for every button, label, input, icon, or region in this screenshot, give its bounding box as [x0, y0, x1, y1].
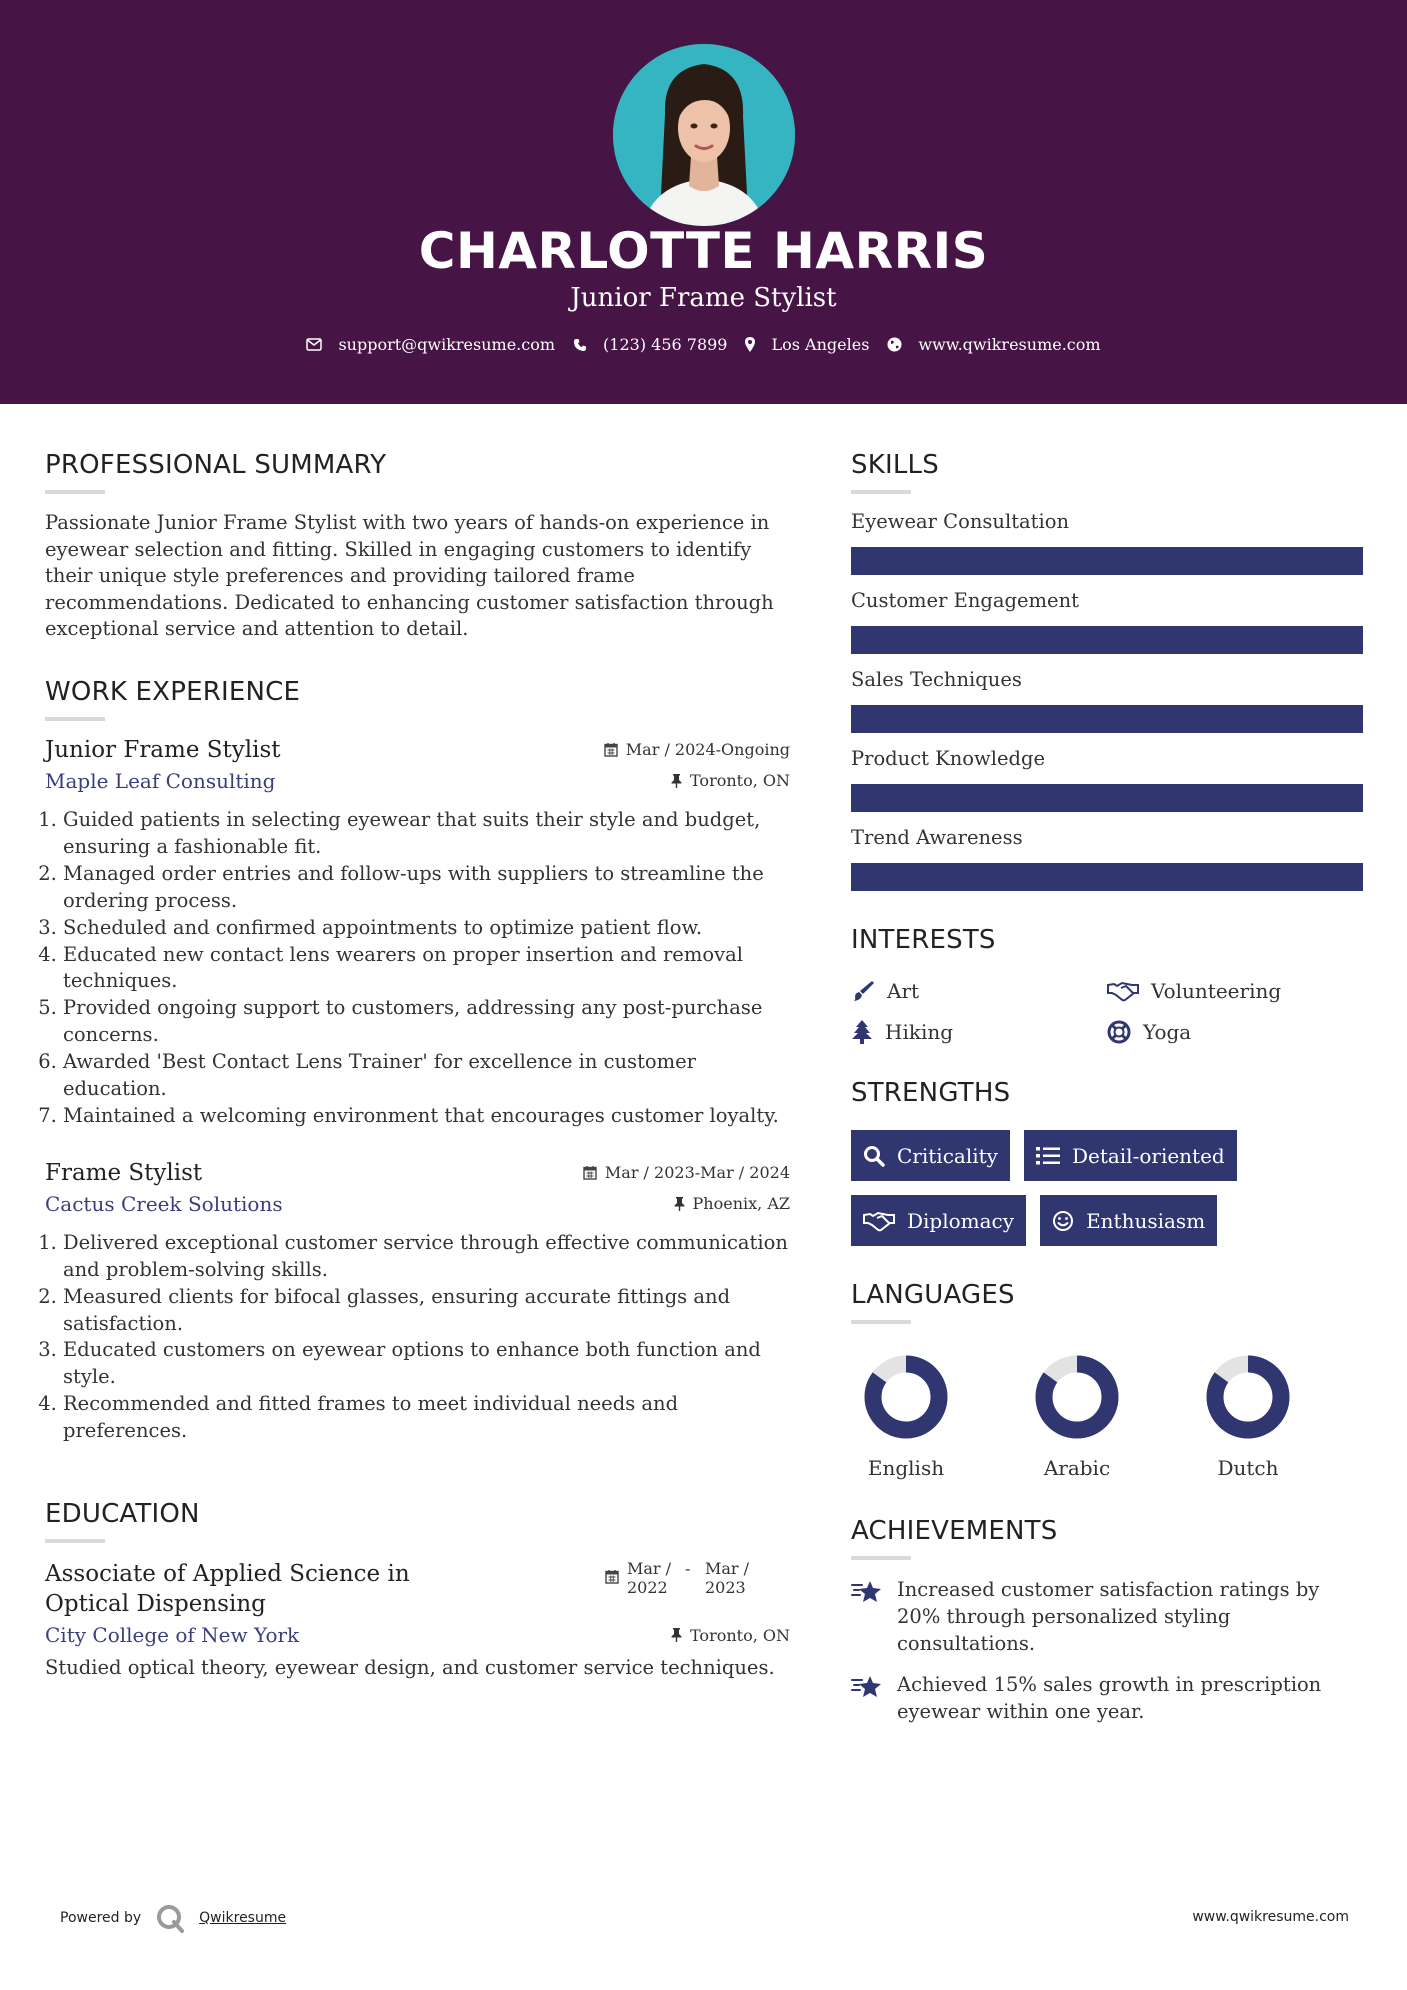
pushpin-icon [671, 1628, 682, 1642]
handshake-icon [1107, 980, 1139, 1002]
contact-location [745, 335, 869, 354]
handshake-icon [863, 1210, 895, 1232]
shooting-star-icon [851, 1674, 883, 1700]
powered-by-label: Powered by [60, 1910, 142, 1926]
skill-item [851, 826, 1363, 891]
right-column [851, 450, 1363, 1725]
interest-label: Art [887, 979, 920, 1003]
languages-heading: LANGUAGES [851, 1280, 1015, 1310]
list-item: 1. Delivered exceptional customer service through effective communication and problem-solving skills. [63, 1230, 790, 1284]
education-dates: Mar / 2022 - Mar / 2023 [605, 1559, 790, 1619]
education-start-month: Mar / [627, 1559, 672, 1579]
job-title: Frame Stylist [45, 1159, 203, 1186]
interests-heading: INTERESTS [851, 925, 996, 955]
brand-link[interactable]: Qwikresume [199, 1910, 287, 1926]
calendar-icon [583, 1165, 597, 1180]
list-item: 4. Recommended and fitted frames to meet individual needs and preferences. [63, 1391, 790, 1445]
strength-tag [851, 1195, 1026, 1246]
strengths-heading: STRENGTHS [851, 1078, 1011, 1108]
language-name: Arabic [1043, 1456, 1111, 1480]
envelope-icon [306, 338, 322, 351]
search-icon [863, 1145, 885, 1167]
skill-item [851, 589, 1363, 654]
education-end-month: Mar / [705, 1559, 750, 1579]
smile-icon [1052, 1210, 1074, 1232]
summary-text: Passionate Junior Frame Stylist with two years of hands-on experience in eyewear selection and fitting. Skilled in engaging customers to identify their unique style preferences and providing tailored frame recommendations. Dedicated to enhancing customer satisfaction through exceptional service and attention to detail. [45, 511, 774, 641]
contact-bar [0, 335, 1407, 354]
summary-heading: PROFESSIONAL SUMMARY [45, 450, 387, 480]
language-item [1022, 1354, 1132, 1480]
skills-heading: SKILLS [851, 450, 939, 480]
interest-item [1107, 979, 1363, 1003]
candidate-name: CHARLOTTE HARRIS [418, 222, 989, 280]
lifering-icon [1107, 1020, 1131, 1044]
skill-bar [851, 863, 1363, 891]
section-divider [45, 717, 105, 721]
education-section [45, 1499, 790, 1682]
strength-tag [1024, 1130, 1237, 1181]
section-divider [851, 490, 911, 494]
education-description: Studied optical theory, eyewear design, and customer service techniques. [45, 1656, 775, 1680]
achievement-item [851, 1576, 1363, 1657]
list-item: 1. Guided patients in selecting eyewear that suits their style and budget, ensuring a fashionable fit. [63, 807, 790, 861]
qwikresume-logo-icon [155, 1903, 185, 1933]
language-name: Dutch [1217, 1456, 1279, 1480]
section-divider [851, 1556, 911, 1560]
calendar-icon [605, 1569, 619, 1584]
interest-item [1107, 1020, 1363, 1044]
interest-label: Volunteering [1151, 979, 1282, 1003]
list-item: 2. Measured clients for bifocal glasses, ensuring accurate fittings and satisfaction. [63, 1284, 790, 1338]
list-item: 3. Scheduled and confirmed appointments to optimize patient flow. [63, 915, 790, 942]
skill-name: Product Knowledge [851, 747, 1046, 770]
job-location-text: Phoenix, AZ [692, 1194, 790, 1214]
job-location-text: Toronto, ON [690, 771, 790, 791]
language-name: English [867, 1456, 945, 1480]
interest-item [851, 979, 1107, 1003]
education-location-text: Toronto, ON [690, 1625, 790, 1645]
job-dates-text: Mar / 2024-Ongoing [625, 739, 790, 759]
language-item [1193, 1354, 1303, 1480]
achievement-text: Increased customer satisfaction ratings by 20% through personalized styling consultations. [897, 1578, 1320, 1655]
list-item: 4. Educated new contact lens wearers on proper insertion and removal techniques. [63, 942, 790, 996]
language-donut [1034, 1354, 1120, 1440]
skill-item [851, 668, 1363, 733]
section-divider [851, 1320, 911, 1324]
skill-bar [851, 547, 1363, 575]
education-heading: EDUCATION [45, 1499, 200, 1530]
language-item [851, 1354, 961, 1480]
paintbrush-icon [851, 979, 875, 1003]
map-marker-icon [745, 337, 755, 352]
section-divider [45, 490, 105, 494]
list-icon [1036, 1146, 1060, 1166]
strength-tag [851, 1130, 1010, 1181]
candidate-title: Junior Frame Stylist [570, 283, 837, 313]
education-location [671, 1626, 790, 1645]
job-location [674, 1194, 790, 1213]
interests-section [851, 925, 1363, 1044]
school-name: City College of New York [45, 1623, 300, 1648]
skill-bar [851, 784, 1363, 812]
achievements-section [851, 1516, 1363, 1725]
education-end-year: 2023 [705, 1578, 746, 1598]
job-company: Cactus Creek Solutions [45, 1191, 283, 1216]
contact-location-text: Los Angeles [771, 335, 870, 354]
summary-section [45, 450, 790, 643]
pushpin-icon [674, 1197, 685, 1211]
experience-heading: WORK EXPERIENCE [45, 676, 301, 707]
language-donut [1205, 1354, 1291, 1440]
list-item: 2. Managed order entries and follow-ups with suppliers to streamline the ordering process. [63, 861, 790, 915]
list-item: 3. Educated customers on eyewear options to enhance both function and style. [63, 1337, 790, 1391]
list-item: 7. Maintained a welcoming environment that encourages customer loyalty. [63, 1103, 790, 1130]
skill-name: Trend Awareness [851, 826, 1023, 849]
degree-title: Associate of Applied Science in Optical Dispensing [45, 1561, 410, 1618]
duty-list [45, 1230, 790, 1445]
job-company: Maple Leaf Consulting [45, 768, 276, 793]
contact-website[interactable] [887, 335, 1100, 354]
profile-photo [613, 44, 795, 226]
strength-label: Detail-oriented [1071, 1143, 1225, 1168]
footer-website[interactable]: www.qwikresume.com [1192, 1909, 1349, 1925]
duty-list [45, 807, 790, 1130]
contact-email-text: support@qwikresume.com [338, 335, 556, 354]
person-portrait-icon [613, 44, 795, 226]
job-dates-text: Mar / 2023-Mar / 2024 [604, 1162, 790, 1182]
skill-item [851, 510, 1363, 575]
job-dates [583, 1163, 790, 1182]
strength-label: Diplomacy [907, 1208, 1015, 1233]
contact-website-text: www.qwikresume.com [918, 335, 1101, 354]
languages-section [851, 1280, 1363, 1480]
job-title: Junior Frame Stylist [45, 736, 281, 763]
interest-item [851, 1020, 1107, 1044]
tree-icon [851, 1020, 873, 1044]
pushpin-icon [671, 774, 682, 788]
language-donut [863, 1354, 949, 1440]
contact-phone[interactable] [573, 335, 727, 354]
phone-icon [573, 338, 587, 352]
skill-item [851, 747, 1363, 812]
skill-name: Sales Techniques [851, 668, 1022, 691]
page-footer [0, 1895, 1407, 1935]
skill-bar [851, 705, 1363, 733]
strength-label: Enthusiasm [1086, 1208, 1206, 1233]
list-item: 6. Awarded 'Best Contact Lens Trainer' for excellence in customer education. [63, 1049, 790, 1103]
job-dates [604, 740, 790, 759]
strength-label: Criticality [897, 1143, 998, 1168]
experience-section [45, 677, 790, 1445]
list-item: 5. Provided ongoing support to customers, addressing any post-purchase concerns. [63, 995, 790, 1049]
skill-name: Customer Engagement [851, 589, 1079, 612]
job-entry [45, 1160, 790, 1445]
resume-header [0, 0, 1407, 404]
job-location [671, 771, 790, 790]
shooting-star-icon [851, 1579, 883, 1605]
interest-label: Yoga [1143, 1020, 1192, 1044]
skill-name: Eyewear Consultation [851, 510, 1070, 533]
education-start-year: 2022 [627, 1578, 668, 1598]
interest-label: Hiking [885, 1020, 954, 1044]
skills-section [851, 450, 1363, 891]
achievement-text: Achieved 15% sales growth in prescription eyewear within one year. [897, 1673, 1322, 1723]
achievements-heading: ACHIEVEMENTS [851, 1516, 1058, 1546]
contact-email[interactable] [306, 335, 555, 354]
section-divider [45, 1539, 105, 1543]
calendar-icon [604, 742, 618, 757]
contact-phone-text: (123) 456 7899 [603, 335, 728, 354]
strength-tag [1040, 1195, 1217, 1246]
strengths-section [851, 1078, 1363, 1246]
achievement-item [851, 1671, 1363, 1725]
left-column [45, 450, 790, 1682]
globe-icon [887, 337, 902, 352]
skill-bar [851, 626, 1363, 654]
job-entry [45, 737, 790, 1130]
